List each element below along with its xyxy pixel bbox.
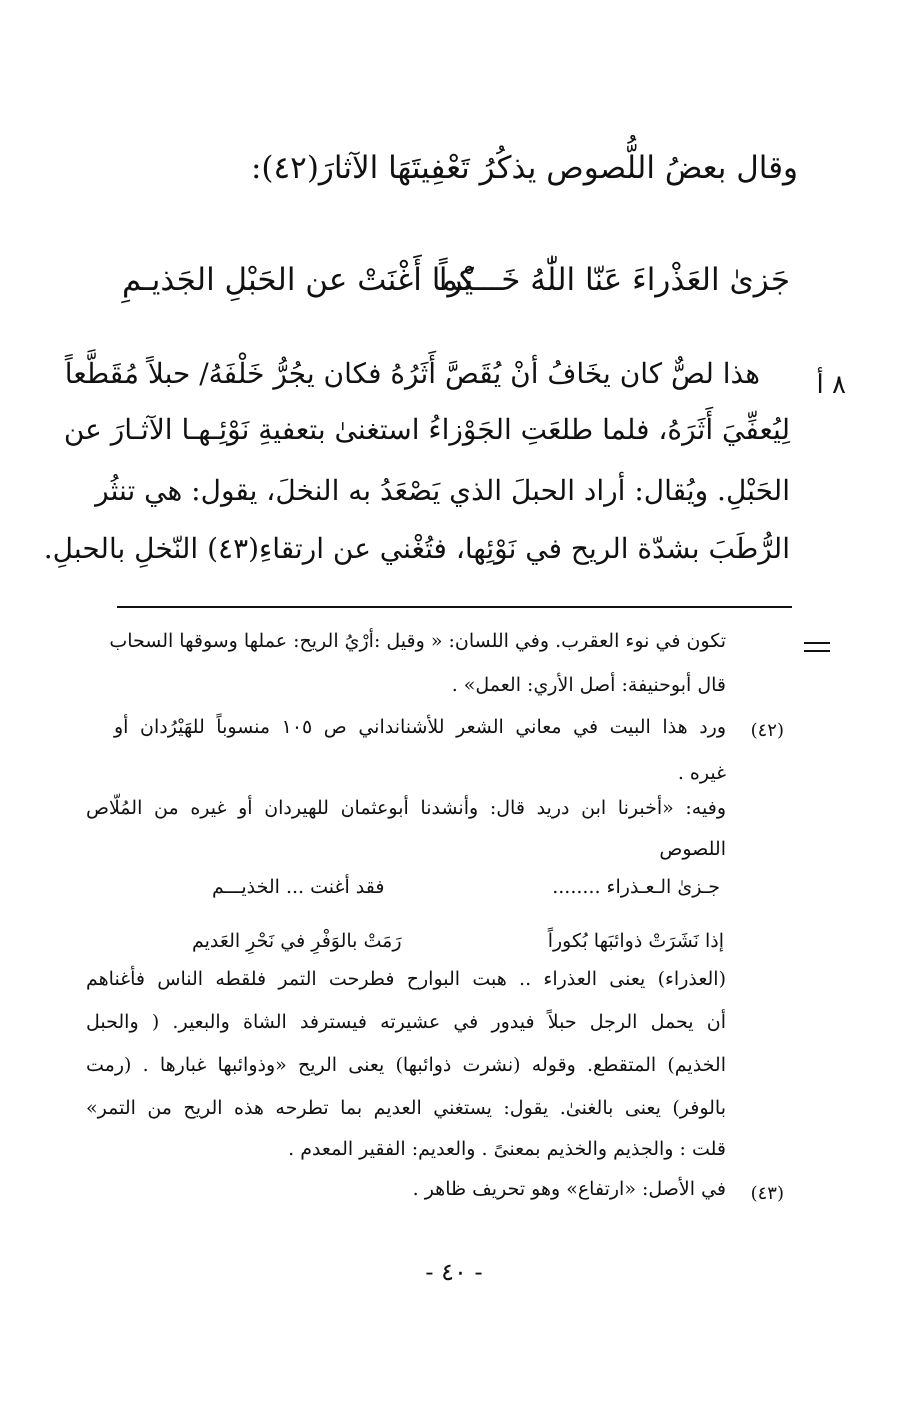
- marginal-folio-note: ٨ أ: [816, 370, 846, 400]
- footnote-42-line-4: اللصوص: [659, 838, 726, 860]
- paragraph-line-2: لِيُعفِّيَ أَثَرَهُ، فلما طلعَتِ الجَوْزاءُ استغنىٰ بتعفيةِ نَوْئِـهـا الآثـارَ عن: [63, 413, 790, 446]
- footnote-43-number: (٤٣): [750, 1183, 784, 1204]
- footnote-42-verse-2-second: رَمَتْ بالوَفْرِ في نَحْرِ العَديم: [192, 930, 402, 952]
- footnote-42-line-3: وفيه: «أخبرنا ابن دريد قال: وأنشدنا أبوعثمان للهيردان أو غيره من المُلّاص: [86, 797, 726, 819]
- footnote-42-line-5: (العذراء) يعنى العذراء .. هبت البوارح فطرحت التمر فلقطه الناس فأغناهم: [86, 968, 726, 990]
- footnote-separator-rule: [117, 606, 792, 608]
- footnote-42-line-2: غيره .: [677, 762, 726, 784]
- footnote-42-line-8: بالوفر) يعنى بالغنىٰ. يقول: يستغني العديم بما تطرحه هذه الريح من التمر»: [86, 1097, 726, 1119]
- paragraph-line-4: الرُّطَبَ بشدّة الريح في نَوْئِها، فتُغْني عن ارتقاءِ(٤٣) النّخلِ بالحبلِ.: [43, 532, 790, 565]
- footnote-42-line-9: قلت : والجذيم والخذيم بمعنىً . والعديم: الفقير المعدم .: [288, 1138, 726, 1160]
- footnote-42-verse-1-second: فقد أغنت ... الخذيـــم: [212, 876, 385, 898]
- continuation-mark: [804, 642, 830, 658]
- verse-second-hemistich: كما أَغْنَتْ عن الحَبْلِ الجَذيـمِ: [122, 262, 474, 298]
- footnote-42-number: (٤٢): [750, 720, 784, 741]
- paragraph-line-3: الحَبْلِ. ويُقال: أراد الحبلَ الذي يَصْعَدُ به النخلَ، يقول: هي تنثُر: [95, 474, 790, 507]
- page-number: - ٤٠ -: [425, 1258, 483, 1286]
- footnote-43-line-1: في الأصل: «ارتفاع» وهو تحريف ظاهر .: [412, 1178, 726, 1200]
- footnote-42-verse-1-first: جـزىٰ الـعـذراء ........: [552, 876, 720, 898]
- footnote-42-line-6: أن يحمل الرجل حبلاً فيدور في عشيرته فيسترفد الشاة والبعير. ( والحبل: [86, 1011, 726, 1033]
- footnote-continued-line-2: قال أبوحنيفة: أصل الأري: العمل» .: [451, 674, 726, 696]
- footnote-42-line-1: ورد هذا البيت في معاني الشعر للأشنانداني ص ١٠٥ منسوباً للهَيْرُدان أو: [114, 716, 727, 738]
- footnote-continued-line-1: تكون في نوء العقرب. وفي اللسان: « وقيل :أرْيُ الريح: عملها وسوقها السحاب: [109, 630, 726, 652]
- footnote-42-verse-2-first: إذا نَشَرَتْ ذوائبَها بُكوراً: [547, 930, 724, 952]
- footnote-42-line-7: الخذيم) المتقطع. وقوله (نشرت ذوائبها) يعنى الريح «وذوائبها غبارها . (رمت: [86, 1054, 726, 1076]
- paragraph-line-1: هذا لصٌّ كان يخَافُ أنْ يُقَصَّ أَثَرُهُ فكان يجُرُّ خَلْفَهُ/ حبلاً مُقَطَّعاً: [64, 357, 760, 390]
- intro-line: وقال بعضُ اللُّصوص يذكُرُ تَعْفِيتَهَا الآثارَ(٤٢):: [250, 150, 798, 186]
- verse-first-hemistich: جَزىٰ العَذْراءَ عَنّا اللّٰهُ خَـــيْراً: [438, 262, 790, 298]
